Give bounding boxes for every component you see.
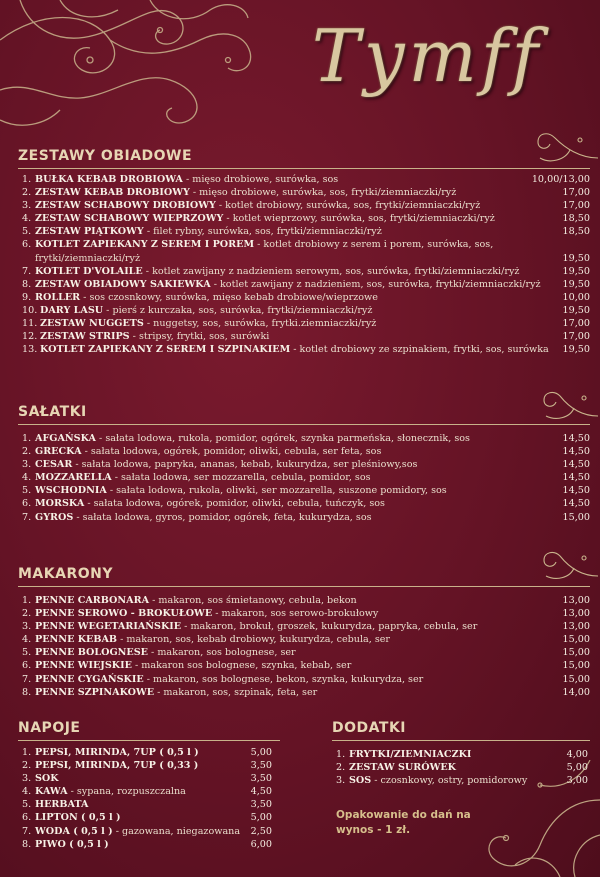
item-price: 4,00 <box>566 749 588 760</box>
item-price: 19,50 <box>562 344 590 356</box>
item-description: - kotlet drobiowy ze szpinakiem, frytki, sos, surówka <box>290 344 549 356</box>
item-number: 8. <box>22 686 32 698</box>
list-item <box>22 225 590 238</box>
item-price: 2,50 <box>250 825 272 837</box>
item-description: - sałata lodowa, ogórek, pomidor, oliwki, cebula, ser feta, sos <box>81 446 382 458</box>
item-price: 15,00 <box>562 647 590 659</box>
item-name: CESAR <box>35 459 73 471</box>
item-number: 2. <box>22 187 32 199</box>
list-item <box>22 458 590 471</box>
item-description: - kotlet drobiowy z serem i porem, surówka, sos, <box>254 239 494 251</box>
item-price: 14,50 <box>562 485 590 497</box>
item-number: 12. <box>22 331 38 343</box>
item-number: 6. <box>22 812 32 824</box>
item-number: 8. <box>22 838 32 850</box>
item-description: - pierś z kurczaka, sos, surówka, frytki/ziemniaczki/ryż <box>103 304 373 316</box>
item-number: 1. <box>22 747 32 758</box>
item-number: 3. <box>336 775 346 787</box>
item-description: - makaron, sos bolognese, bekon, szynka, kukurydza, ser <box>143 673 424 685</box>
section-divider <box>18 586 590 587</box>
item-price: 17,00 <box>562 200 590 212</box>
list-item <box>22 620 590 633</box>
item-number: 2. <box>22 608 32 620</box>
item-price: 6,00 <box>250 838 272 850</box>
list-item <box>22 659 590 672</box>
item-price: 17,00 <box>562 187 590 199</box>
item-description: - sos czosnkowy, surówka, mięso kebab drobiowe/wieprzowe <box>80 291 378 303</box>
item-number: 10. <box>22 304 38 316</box>
item-price: 19,50 <box>562 252 590 264</box>
item-description: - makaron, sos, szpinak, feta, ser <box>154 686 318 698</box>
item-name: ZESTAW NUGGETS <box>40 318 144 330</box>
item-description: - czosnkowy, ostry, pomidorowy <box>371 775 528 787</box>
item-name: ZESTAW PIĄTKOWY <box>35 226 144 238</box>
section-divider <box>18 424 590 425</box>
brand-title: Tymff <box>311 14 543 98</box>
item-description: - makaron, sos, kebab drobiowy, kukurydza, cebula, ser <box>117 634 391 646</box>
section-divider <box>18 740 280 741</box>
item-name: GYROS <box>35 511 74 523</box>
item-description: - sałata lodowa, ogórek, pomidor, oliwki, cebula, tuńczyk, sos <box>84 498 385 510</box>
item-description: frytki/ziemniaczki/ryż <box>35 252 140 264</box>
item-price: 18,50 <box>562 213 590 225</box>
item-description: - makaron, sos bolognese, ser <box>147 647 296 659</box>
item-name: PENNE KEBAB <box>35 634 118 646</box>
list-item <box>22 607 590 620</box>
swirl-ornament-right-2 <box>520 388 600 424</box>
list-item <box>22 199 590 212</box>
item-price: 4,50 <box>250 786 272 798</box>
item-name: PENNE WEGETARIAŃSKIE <box>35 621 182 633</box>
item-price: 15,00 <box>562 673 590 685</box>
item-number: 13. <box>22 344 38 356</box>
item-name: KOTLET ZAPIEKANY Z SEREM I POREM <box>35 239 255 251</box>
item-number: 1. <box>22 595 32 606</box>
item-price: 5,00 <box>250 747 272 758</box>
item-description: - makaron, sos serowo-brokułowy <box>212 608 379 620</box>
item-price: 14,50 <box>562 472 590 484</box>
list-item-continuation <box>22 252 590 265</box>
item-number: 1. <box>22 433 32 444</box>
list-item <box>22 673 590 686</box>
item-number: 2. <box>336 762 346 774</box>
item-number: 1. <box>336 749 346 760</box>
list-item <box>22 838 272 851</box>
item-number: 5. <box>22 647 32 659</box>
item-number: 9. <box>22 291 32 303</box>
swirl-ornament-right-1 <box>510 128 600 168</box>
list-item <box>22 317 590 330</box>
list-item <box>22 759 272 772</box>
list-item <box>22 746 272 759</box>
item-price: 5,00 <box>250 812 272 824</box>
item-number: 1. <box>22 174 32 185</box>
item-description: - sałata lodowa, papryka, ananas, kebab, kukurydza, ser pleśniowy,sos <box>72 459 418 471</box>
section-title-salatki: SAŁATKI <box>18 404 87 420</box>
item-number: 7. <box>22 825 32 837</box>
item-number: 4. <box>22 213 32 225</box>
list-item <box>22 445 590 458</box>
list-item <box>336 748 588 761</box>
list-item <box>22 343 590 356</box>
item-price: 14,50 <box>562 498 590 510</box>
list-item <box>22 238 590 251</box>
item-name: BUŁKA KEBAB DROBIOWA <box>35 174 183 185</box>
item-price: 14,00 <box>562 686 590 698</box>
dodatki-list <box>336 748 588 787</box>
item-name: PIWO ( 0,5 l ) <box>35 838 109 850</box>
item-number: 3. <box>22 200 32 212</box>
list-item <box>22 785 272 798</box>
item-name: FRYTKI/ZIEMNIACZKI <box>349 749 472 760</box>
item-description: - stripsy, frytki, sos, surówki <box>129 331 270 343</box>
item-price: 15,00 <box>562 660 590 672</box>
item-name: PENNE CYGAŃSKIE <box>35 673 144 685</box>
item-name: SOS <box>349 775 372 787</box>
item-description: - kotlet wieprzowy, surówka, sos, frytki/ziemniaczki/ryż <box>223 213 495 225</box>
item-name: ZESTAW SCHABOWY DROBIOWY <box>35 200 216 212</box>
item-name: AFGAŃSKA <box>35 433 96 444</box>
item-name: KOTLET D'VOLAILE <box>35 265 143 277</box>
item-number: 5. <box>22 485 32 497</box>
item-price: 15,00 <box>562 511 590 523</box>
list-item <box>22 484 590 497</box>
item-name: LIPTON ( 0,5 l ) <box>35 812 121 824</box>
item-price: 14,50 <box>562 459 590 471</box>
item-number: 6. <box>22 498 32 510</box>
item-description: - nuggetsy, sos, surówka, frytki.ziemniaczki/ryż <box>143 318 377 330</box>
item-price: 14,50 <box>562 446 590 458</box>
section-divider <box>18 168 590 169</box>
item-number: 6. <box>22 239 32 251</box>
item-number: 3. <box>22 459 32 471</box>
list-item <box>22 186 590 199</box>
item-price: 3,50 <box>250 773 272 785</box>
makarony-list <box>22 594 590 699</box>
item-description: - makaron, brokuł, groszek, kukurydza, papryka, cebula, ser <box>181 621 478 633</box>
salatki-list <box>22 432 590 524</box>
item-name: MORSKA <box>35 498 85 510</box>
section-title-napoje: NAPOJE <box>18 720 81 736</box>
list-item <box>336 761 588 774</box>
item-price: 13,00 <box>562 621 590 633</box>
list-item <box>22 291 590 304</box>
item-name: PENNE SZPINAKOWE <box>35 686 155 698</box>
packaging-note: Opakowanie do dań na wynos - 1 zł. <box>336 809 471 836</box>
item-name: MOZZARELLA <box>35 472 112 484</box>
item-description: - filet rybny, surówka, sos, frytki/ziemniaczki/ryż <box>143 226 382 238</box>
item-name: PENNE WIEJSKIE <box>35 660 132 672</box>
item-number: 5. <box>22 226 32 238</box>
item-number: 3. <box>22 621 32 633</box>
item-price: 10,00 <box>562 291 590 303</box>
item-description: - makaron, sos śmietanowy, cebula, bekon <box>149 595 357 606</box>
list-item <box>22 304 590 317</box>
list-item <box>22 811 272 824</box>
list-item <box>22 798 272 811</box>
napoje-list <box>22 746 272 851</box>
item-number: 2. <box>22 446 32 458</box>
item-price: 13,00 <box>562 595 590 606</box>
item-price: 18,50 <box>562 226 590 238</box>
item-price: 19,50 <box>562 278 590 290</box>
item-number: 4. <box>22 634 32 646</box>
item-number: 11. <box>22 318 38 330</box>
item-number: 5. <box>22 799 32 811</box>
item-price: 19,50 <box>562 265 590 277</box>
item-number: 4. <box>22 472 32 484</box>
item-name: KOTLET ZAPIEKANY Z SEREM I SZPINAKIEM <box>40 344 291 356</box>
item-price: 19,50 <box>562 304 590 316</box>
list-item <box>22 633 590 646</box>
item-name: HERBATA <box>35 799 89 811</box>
item-name: ZESTAW OBIADOWY SAKIEWKA <box>35 278 211 290</box>
list-item <box>22 511 590 524</box>
item-number: 4. <box>22 786 32 798</box>
item-number: 2. <box>22 760 32 772</box>
item-name: GRECKA <box>35 446 82 458</box>
list-item <box>22 265 590 278</box>
list-item <box>22 212 590 225</box>
item-name: DARY LASU <box>40 304 104 316</box>
item-number: 7. <box>22 673 32 685</box>
item-price: 17,00 <box>562 318 590 330</box>
list-item <box>22 432 590 445</box>
item-description: - mięso drobiowe, surówka, sos <box>182 174 339 185</box>
item-name: PENNE BOLOGNESE <box>35 647 148 659</box>
item-name: ZESTAW SURÓWEK <box>349 762 456 774</box>
zestawy-list <box>22 173 590 356</box>
item-name: ZESTAW SCHABOWY WIEPRZOWY <box>35 213 224 225</box>
list-item <box>22 173 590 186</box>
item-number: 7. <box>22 265 32 277</box>
list-item <box>22 471 590 484</box>
list-item <box>22 278 590 291</box>
item-name: KAWA <box>35 786 68 798</box>
item-name: PEPSI, MIRINDA, 7UP ( 0,5 l ) <box>35 747 199 758</box>
swirl-ornament-top-left <box>0 0 300 150</box>
item-number: 7. <box>22 511 32 523</box>
list-item <box>22 646 590 659</box>
item-name: WODA ( 0,5 l ) <box>35 825 113 837</box>
item-price: 3,50 <box>250 760 272 772</box>
item-description: - sypana, rozpuszczalna <box>67 786 186 798</box>
section-title-dodatki: DODATKI <box>332 720 406 736</box>
section-title-makarony: MAKARONY <box>18 566 113 582</box>
item-price: 14,50 <box>562 433 590 444</box>
item-description: - sałata lodowa, rukola, oliwki, ser mozzarella, suszone pomidory, sos <box>106 485 447 497</box>
item-name: PENNE CARBONARA <box>35 595 150 606</box>
item-description: - makaron sos bolognese, szynka, kebab, ser <box>131 660 352 672</box>
section-title-zestawy: ZESTAWY OBIADOWE <box>18 148 193 164</box>
item-description: - sałata lodowa, gyros, pomidor, ogórek, feta, kukurydza, sos <box>73 511 372 523</box>
item-price: 13,00 <box>562 608 590 620</box>
item-number: 8. <box>22 278 32 290</box>
list-item <box>22 497 590 510</box>
item-description: - mięso drobiowe, surówka, sos, frytki/ziemniaczki/ryż <box>189 187 457 199</box>
item-price: 10,00/13,00 <box>531 174 590 185</box>
item-name: ROLLER <box>35 291 81 303</box>
item-name: SOK <box>35 773 59 785</box>
item-price: 15,00 <box>562 634 590 646</box>
item-description: - sałata lodowa, rukola, pomidor, ogórek, szynka parmeńska, słonecznik, sos <box>95 433 470 444</box>
section-divider <box>332 740 590 741</box>
item-name: ZESTAW KEBAB DROBIOWY <box>35 187 190 199</box>
list-item <box>22 594 590 607</box>
list-item <box>22 825 272 838</box>
list-item <box>22 772 272 785</box>
item-description: - sałata lodowa, ser mozzarella, cebula, pomidor, sos <box>111 472 371 484</box>
item-price: 3,50 <box>250 799 272 811</box>
item-number: 3. <box>22 773 32 785</box>
list-item <box>22 686 590 699</box>
item-number: 6. <box>22 660 32 672</box>
item-price: 3,00 <box>566 775 588 787</box>
item-description: - kotlet zawijany z nadzieniem serowym, sos, surówka, frytki/ziemniaczki/ryż <box>142 265 520 277</box>
item-name: PEPSI, MIRINDA, 7UP ( 0,33 ) <box>35 760 199 772</box>
list-item <box>336 774 588 787</box>
item-price: 5,00 <box>566 762 588 774</box>
item-name: WSCHODNIA <box>35 485 107 497</box>
swirl-ornament-right-3 <box>520 548 600 584</box>
item-price: 17,00 <box>562 331 590 343</box>
item-description: - kotlet zawijany z nadzieniem, sos, surówka, frytki/ziemniaczki/ryż <box>210 278 541 290</box>
item-description: - kotlet drobiowy, surówka, sos, frytki/ziemniaczki/ryż <box>215 200 481 212</box>
item-description: - gazowana, niegazowana <box>112 825 241 837</box>
list-item <box>22 330 590 343</box>
item-name: PENNE SEROWO - BROKUŁOWE <box>35 608 213 620</box>
item-name: ZESTAW STRIPS <box>40 331 130 343</box>
